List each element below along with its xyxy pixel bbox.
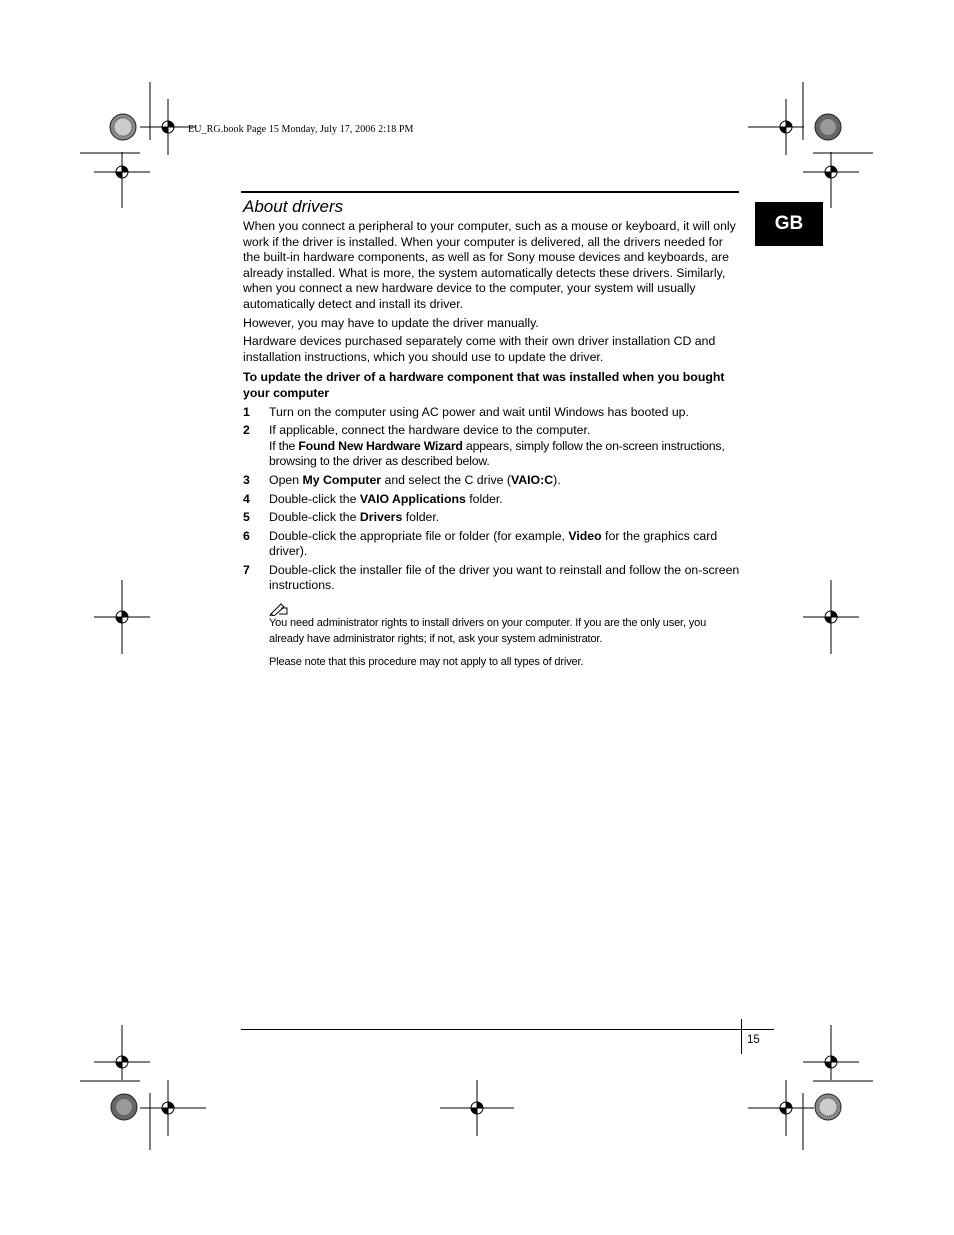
step-3 <box>243 473 743 489</box>
note-text-1: You need administrator rights to install drivers on your computer. If you are the only user, you already have administrator rights; if not, ask your system administrator. <box>269 617 707 645</box>
section-title: About drivers <box>243 197 344 216</box>
step-number: 6 <box>243 528 250 543</box>
step-text: Double-click the appropriate file or folder (for example, Video for the graphics card driver). <box>269 528 718 559</box>
note-text-2: Please note that this procedure may not apply to all types of driver. <box>269 656 584 669</box>
pencil-note-icon <box>269 602 289 616</box>
step-1 <box>243 405 743 421</box>
step-subtext: If the Found New Hardware Wizard appears, simply follow the on-screen instructions, browsing to the driver as described below. <box>269 438 725 469</box>
print-slug: EU_RG.book Page 15 Monday, July 17, 2006 2:18 PM <box>188 124 414 135</box>
step-6 <box>243 529 743 560</box>
language-tab <box>755 202 823 246</box>
step-number: 1 <box>243 404 250 419</box>
folder-term: VAIO Applications <box>359 491 466 506</box>
step-text: Open My Computer and select the C drive (VAIO:C). <box>269 472 561 487</box>
intro-paragraph-2: However, you may have to update the driver manually. <box>243 315 539 330</box>
step-text: If applicable, connect the hardware device to the computer. <box>269 423 591 438</box>
step-number: 4 <box>243 491 250 506</box>
step-text: Double-click the Drivers folder. <box>269 510 440 525</box>
folder-term: Drivers <box>359 510 403 525</box>
intro-paragraph-1: When you connect a peripheral to your computer, such as a mouse or keyboard, it will only work if the driver is installed. When your computer is delivered, all the drivers needed for the built-in hardware components, as well as for Sony mouse devices and keyboards, are already installed. What is more, the system automatically detects these drivers. Similarly, when you connect a new hardware device to the computer, your system will usually automatically detect and install its driver. <box>243 219 736 311</box>
step-text: Double-click the VAIO Applications folder. <box>269 491 503 506</box>
step-body <box>269 423 743 470</box>
step-number: 5 <box>243 510 250 525</box>
step-text: Turn on the computer using AC power and wait until Windows has booted up. <box>269 404 689 419</box>
my-computer-term: My Computer <box>302 472 382 487</box>
step-7 <box>243 563 743 594</box>
language-tab-label: GB <box>774 213 804 234</box>
top-rule <box>241 191 739 193</box>
step-4 <box>243 492 743 508</box>
intro-paragraph-3: Hardware devices purchased separately come with their own driver installation CD and installation instructions, which you should use to update the driver. <box>243 334 716 364</box>
step-number: 3 <box>243 472 250 487</box>
note-block <box>269 602 743 671</box>
step-number: 2 <box>243 423 250 438</box>
bottom-rule <box>241 1029 774 1030</box>
step-5 <box>243 510 743 526</box>
main-content <box>243 197 743 679</box>
step-2 <box>243 423 743 470</box>
page-number: 15 <box>747 1034 760 1046</box>
step-text: Double-click the installer file of the driver you want to reinstall and follow the on-screen instructions. <box>269 562 740 593</box>
step-number: 7 <box>243 562 250 577</box>
procedure-heading: To update the driver of a hardware component that was installed when you bought your computer <box>243 370 725 400</box>
drive-term: VAIO:C <box>510 472 554 487</box>
folder-term: Video <box>568 528 602 543</box>
wizard-name: Found New Hardware Wizard <box>298 438 463 453</box>
page-number-separator <box>741 1019 742 1054</box>
